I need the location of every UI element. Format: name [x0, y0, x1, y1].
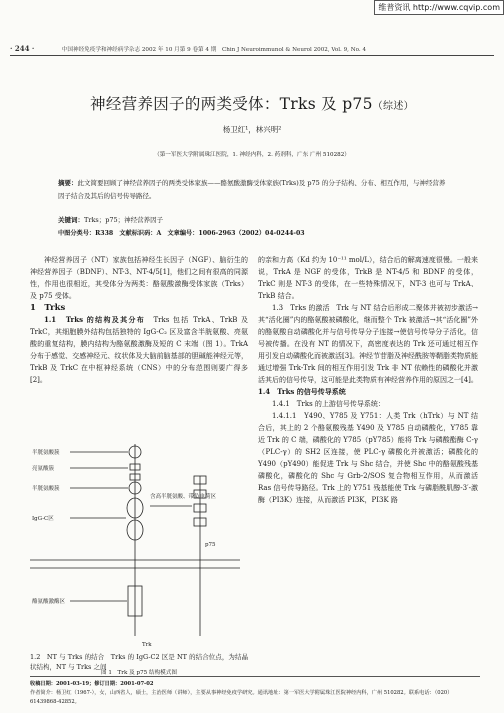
article-title — [0, 92, 504, 114]
section-1-2: 1.2 NT 与 Trks 的结合 Trks 的 IgG-C2 区是 NT 的结合位点，为结晶状结构，NT 与 Trks 之间 — [30, 653, 248, 671]
fig-label-5: 含高半胱氨酸、带负电荷区 — [150, 494, 217, 500]
running-header — [10, 44, 494, 56]
abstract — [58, 177, 451, 202]
fig-label-3: 半胱氨酸簇 — [32, 486, 60, 492]
section-1-heading: 1 Trks — [30, 303, 66, 313]
author-info: 作者简介：杨卫红（1967-），女，山西省人，硕士，主治医师（讲师），主要从事神经免疫学研究。通讯地址：第一军医大学附属珠江医院神经内科，广州 510282。联系电话：（020）61439868-42852。 — [30, 690, 453, 705]
section-1-1-text: Trks 包括 TrkA、TrkB 及 TrkC，其细胞膜外结构包括独特的 IgG-C₂ 区及富含半胱氨酸、亮氨酸的重复结构，膜内结构为酪氨酸激酶及短的 C 末端（图 1）。TrkA 分布于感觉、交感神经元、纹状体及大脑前脑基部的胆碱能神经元等，TrkB 及 TrkC 在中枢神经系统（CNS）中的分布范围则要广得多[2]。 — [30, 316, 249, 384]
section-1-4-1: 1.4.1 Trks 的上游信号传导系统： — [272, 400, 385, 408]
right-paragraph-1: 的亲和力高（Kd 约为 10⁻¹¹ mol/L），结合后的解离速度很慢。一般来说，TrkA 是 NGF 的受体，TrkB 是 NT-4/5 和 BDNF 的受体，TrkC 则是 NT-3 的受体，在一些特殊情况下，NT-3 也可与 TrkA、TrkB 结合。 — [258, 256, 478, 300]
watermark: 维普资讯 http://www.cqvip.com — [374, 0, 504, 15]
title-main: 神经营养因子的两类受体：Trks 及 p75 — [90, 95, 373, 113]
figure-1 — [30, 436, 240, 666]
footer-rule — [30, 676, 480, 677]
keywords — [58, 215, 458, 224]
intro-paragraph: 神经营养因子（NT）家族包括神经生长因子（NGF）、脑衍生的神经营养因子（BDNF）、NT-3、NT-4/5[1]，他们之间有很高的同源性，作用也很相近，其受体分为两类：酪氨酸激酶受体家族（Trks）及 p75 受体。 — [30, 256, 248, 300]
keywords-label: 关键词： — [58, 216, 84, 224]
abstract-text: 此文简要回顾了神经营养因子的两类受体家族——酪氨酸激酶受体家族(Trks)及 p75 的分子结构、分布、相互作用，与神经营养因子结合及其后的信号传导路径。 — [58, 179, 446, 200]
section-1-4-heading: 1.4 Trks 的信号传导系统 — [258, 387, 346, 396]
section-1-4-1-1: 1.4.1.1 Y490、Y785 及 Y751：人类 Trk（hTrk）与 NT 结合后，其上的 2 个酪氨酸残基 Y490 及 Y785 自动磷酸化，Y785 靠近 Trk 的 C 端，磷酸化的 Y785（pY785）能将 Trk 与磷酸酯酶 C-γ（PLC-γ）的 SH2 区连接，使 PLC-γ 磷酸化并被激活；磷酸化的 Y490（pY490）能促进 Trk 与 Shc 结合，并使 Shc 中的酪氨酸残基磷酸化，磷酸化的 Shc 与 Grb-2/SOS 复合物相互作用，从而激活 Ras 信号传导路径。Trk 上的 Y751 残基能使 Trk 与磷脂酰肌醇-3′-激酶（PI3K）连接，从而激活 PI3K，PI3K 路 — [258, 412, 478, 504]
fig-label-7: p75 — [205, 542, 216, 548]
classification: 中图分类号：R338 文献标识码：A 文章编号：1006-2963（2002）04-0244-03 — [58, 230, 305, 237]
section-1-1 — [30, 314, 248, 386]
footer — [30, 680, 480, 707]
page-number: · 244 · — [10, 44, 35, 53]
received-date: 收稿日期：2001-03-19；修订日期：2001-07-02 — [30, 681, 154, 687]
section-1-3: 1.3 Trks 的激活 Trk 与 NT 结合后形成二聚体并被初步激活→其“活化圈”内的酪氨酸被磷酸化，继而整个 Trk 被激活→其“活化圈”外的酪氨酸自动磷酸化并与信号传导分子连接→使信号传导分子活化，信号被传播。在没有 NT 的情况下，高密度表达的 Trk 还可通过相互作用引发自动磷酸化而被激活[3]。神经节苷脂及神经酰胺等鞘脂类物质能通过增强 Trk-Trk 间的相互作用引发 Trk 非 NT 依赖性的磷酸化并激活其后的信号传导，这可能是此类物质有神经营养作用的原因之一[4]。 — [258, 304, 478, 384]
authors: 杨卫红¹，林兴明² — [222, 125, 282, 134]
section-1-1-title: 1.1 Trks 的结构及其分布 — [44, 315, 146, 324]
fig-label-1: 半胱氨酸簇 — [32, 450, 60, 456]
fig-label-2: 亮氨酸簇 — [32, 466, 55, 472]
figure-1-diagram — [30, 436, 240, 666]
figure-caption: 图 1 Trk 及 p75 结构模式图 — [101, 670, 177, 676]
title-suffix: （综述） — [372, 101, 414, 112]
left-column — [30, 254, 248, 386]
keywords-text: Trks；p75；神经营养因子 — [84, 216, 164, 224]
right-column — [258, 254, 478, 506]
abstract-label: 摘要： — [58, 179, 78, 187]
affiliation: （第一军医大学附属珠江医院，1. 神经内科，2. 药剂科，广东 广州 510282） — [154, 152, 350, 158]
journal-citation: 中国神经免疫学和神经病学杂志 2002 年 10 月第 9 卷第 4 期 Chin J Neuroimmunol & Neurol 2002, Vol. 9, No. 4 — [61, 47, 367, 53]
fig-label-4: IgG-C区 — [32, 516, 54, 522]
fig-label-8: Trk — [142, 642, 152, 648]
fig-label-6: 酪氨酸激酶区 — [32, 599, 66, 605]
